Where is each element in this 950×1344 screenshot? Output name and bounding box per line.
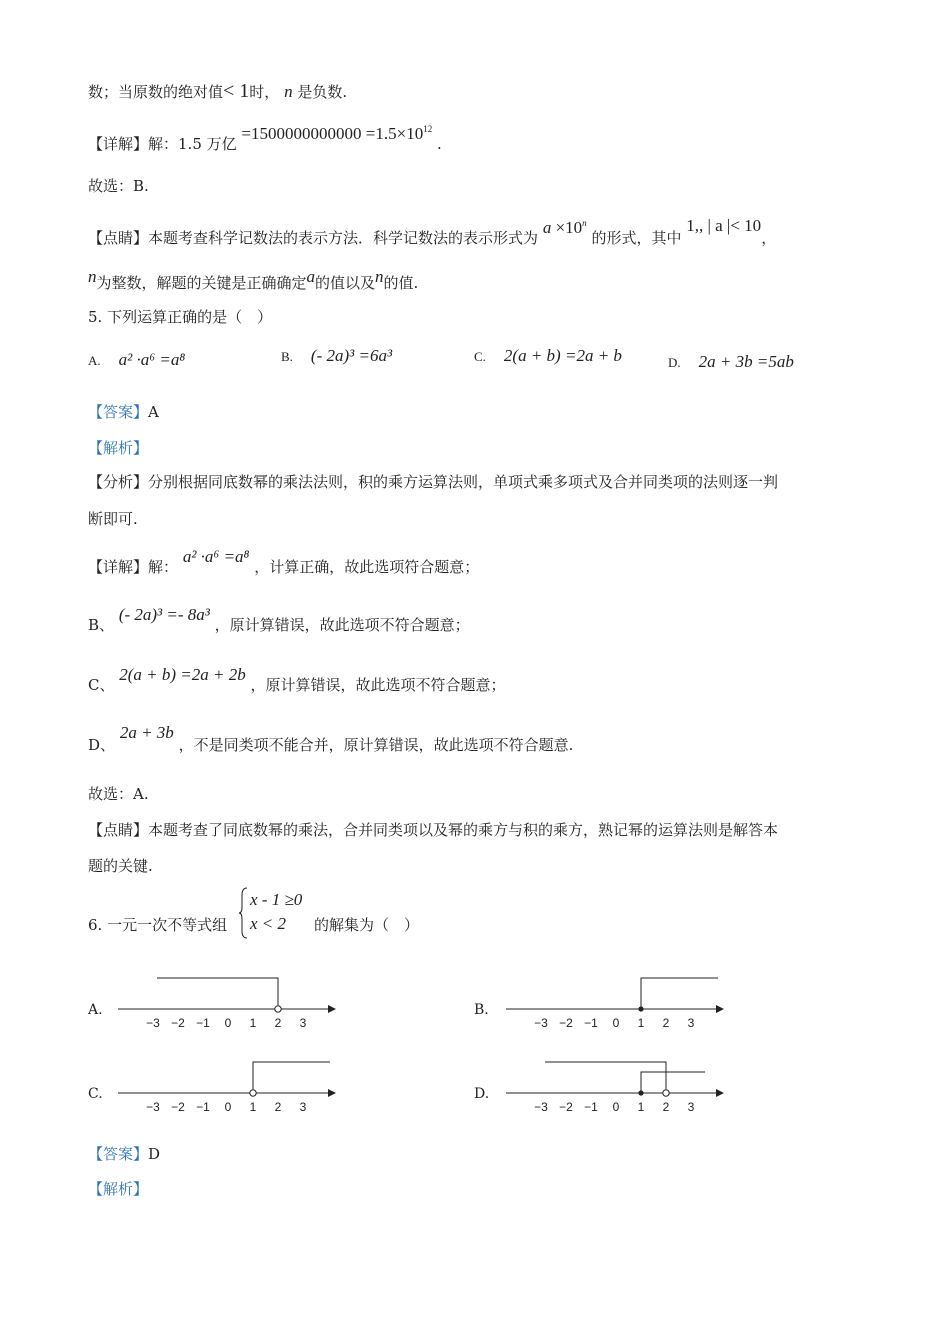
math-equation [241, 124, 432, 143]
math-expr: a² ·a⁶ =a⁸ [182, 547, 250, 566]
math-a: a [542, 218, 552, 237]
inequality-1: x - 1 ≥0 [250, 890, 303, 909]
text: C、 [88, 676, 115, 694]
math-n: n [375, 267, 384, 286]
detail-1 [88, 124, 442, 155]
option-expr: (- 2a)³ =6a³ [310, 346, 393, 365]
tick-label: 3 [299, 1016, 307, 1030]
tick-label: 0 [224, 1016, 232, 1030]
q5-fenxi [88, 471, 778, 493]
tick-label: 3 [299, 1100, 307, 1114]
text: 的形式，其中 [591, 229, 682, 247]
bracket-geq-1 [641, 1072, 705, 1093]
detail-label: 【详解】 [88, 558, 149, 576]
q5-detail-a [88, 547, 480, 578]
answer-label: 【答案】 [88, 403, 149, 421]
q6-title [88, 914, 227, 936]
q5-option-a [88, 350, 185, 370]
q5-option-b [281, 346, 392, 366]
tick-label: 1 [637, 1016, 645, 1030]
option-label: A. [88, 353, 101, 368]
text: 时， [249, 83, 280, 101]
math-n: n [284, 82, 293, 101]
tick-label: −3 [146, 1016, 160, 1030]
text: 本题考查科学记数法的表示方法．科学记数法的表示形式为 [148, 229, 539, 247]
inequality-2: x < 2 [250, 914, 287, 933]
tick-label: 2 [662, 1016, 670, 1030]
text: 本题考查了同底数幂的乘法，合并同类项以及幂的乘方与积的乘方，熟记幂的运算法则是解答本 [148, 821, 779, 839]
text: ，不是同类项不能合并，原计算错误，故此选项不符合题意. [178, 736, 574, 754]
tick-label: 3 [687, 1100, 695, 1114]
q6-answer [88, 1143, 160, 1165]
open-circle-2 [663, 1090, 669, 1096]
open-circle-2 [275, 1006, 281, 1012]
math-n: n [582, 218, 587, 228]
tick-label: −2 [559, 1016, 573, 1030]
math-expr: 2(a + b) =2a + 2b [119, 665, 246, 684]
q5-option-c [474, 346, 622, 366]
q5-detail-d [88, 723, 574, 756]
tick-label: −1 [196, 1100, 210, 1114]
arrow-icon [716, 1089, 724, 1097]
text: 是负数. [297, 83, 348, 101]
text: ，原计算错误，故此选项不符合题意； [214, 616, 470, 634]
exponent: 12 [423, 124, 433, 134]
text: . [436, 135, 442, 153]
tick-label: −1 [584, 1016, 598, 1030]
note-label: 【点睛】 [88, 229, 149, 247]
answer-label: 【答案】 [88, 1145, 149, 1163]
number-line-c [110, 1052, 340, 1118]
analysis-label: 【解析】 [88, 439, 149, 457]
math-n: n [88, 267, 97, 286]
note-1 [88, 216, 777, 249]
solution-bracket [641, 978, 718, 1009]
tick-label: 2 [274, 1100, 282, 1114]
text: D、 [88, 736, 116, 754]
answer-value: A [148, 403, 159, 421]
math-a: a [306, 267, 316, 286]
tick-label: −3 [534, 1100, 548, 1114]
tick-label: −3 [534, 1016, 548, 1030]
option-label: C. [474, 349, 486, 364]
text: 分别根据同底数幂的乘法法则，积的乘方运算法则，单项式乘多项式及合并同类项的法则逐一判 [148, 473, 779, 491]
q5-note [88, 819, 778, 841]
note-1b [88, 267, 419, 294]
option-expr: 2(a + b) =2a + b [503, 346, 622, 365]
q5-title: 5. 下列运算正确的是（ ） [88, 308, 273, 326]
option-expr: a² ·a⁶ =a⁸ [118, 350, 186, 369]
text: 数；当原数的绝对值 [88, 83, 224, 101]
q5-fenxi-cont: 断即可. [88, 510, 138, 528]
q6-option-b-label: B. [474, 1002, 489, 1018]
q6-title-end: 的解集为（ ） [314, 916, 420, 934]
tick-label: −1 [584, 1100, 598, 1114]
tick-labels [534, 1100, 695, 1114]
solution-bracket [157, 978, 278, 1005]
tick-label: 0 [224, 1100, 232, 1114]
tick-label: −3 [146, 1100, 160, 1114]
q5-note-cont: 题的关键. [88, 857, 153, 875]
tick-label: 0 [612, 1100, 620, 1114]
q6-option-a-label: A. [88, 1002, 103, 1018]
text: ，计算正确，故此选项符合题意； [254, 558, 480, 576]
number-line-b [498, 968, 728, 1034]
tick-label: 1 [249, 1100, 257, 1114]
q5-detail-c [88, 665, 506, 696]
arrow-icon [328, 1005, 336, 1013]
text: ，原计算错误，故此选项不符合题意； [250, 676, 506, 694]
text: 的值. [383, 274, 419, 292]
tick-label: 3 [687, 1016, 695, 1030]
text: ， [761, 229, 777, 247]
q5-detail-b [88, 605, 470, 636]
q5-choose: 故选：A. [88, 785, 149, 803]
solution-bracket [253, 1062, 330, 1089]
q5-answer [88, 401, 159, 423]
q6-analysis [88, 1178, 148, 1200]
tick-label: 0 [612, 1016, 620, 1030]
q5-analysis [88, 437, 148, 459]
solid-dot-1 [638, 1090, 643, 1095]
option-expr: 2a + 3b =5ab [698, 352, 794, 371]
tick-labels [146, 1100, 307, 1114]
arrow-icon [328, 1089, 336, 1097]
choose-1: 故选：B. [88, 177, 149, 195]
number-line-d [498, 1052, 728, 1118]
q5-option-d [668, 352, 794, 372]
q6-option-c-label: C. [88, 1086, 103, 1102]
tick-label: 2 [662, 1100, 670, 1114]
math-lt1: < 1 [223, 80, 250, 102]
text: 的值以及 [315, 274, 376, 292]
tick-label: 1 [637, 1100, 645, 1114]
detail-label: 【详解】 [88, 135, 149, 153]
math-expr: (- 2a)³ =- 8a³ [118, 605, 210, 624]
option-label: D. [668, 355, 681, 370]
math-sci [543, 218, 587, 237]
math-expr: 2a + 3b [119, 723, 174, 742]
q6-option-d-label: D. [474, 1086, 490, 1102]
tick-labels [146, 1016, 307, 1030]
tick-label: −2 [559, 1100, 573, 1114]
arrow-icon [716, 1005, 724, 1013]
tick-labels [534, 1016, 695, 1030]
text: 6. 一元一次不等式组 [88, 916, 228, 934]
analysis-label: 【解析】 [88, 1180, 149, 1198]
system-brace [238, 887, 248, 939]
text: 为整数，解题的关键是正确确定 [96, 274, 307, 292]
solid-dot-1 [638, 1006, 643, 1011]
math-range: 1,, | a |< 10 [686, 216, 762, 235]
eq-part: =1.5×10 [365, 124, 424, 143]
tick-label: 2 [274, 1016, 282, 1030]
fenxi-label: 【分析】 [88, 473, 149, 491]
open-circle-1 [250, 1090, 256, 1096]
prev-solution-tail [88, 80, 347, 103]
note-label: 【点睛】 [88, 821, 149, 839]
tick-label: −2 [171, 1100, 185, 1114]
number-line-a [110, 968, 340, 1034]
text: 解：1.5 万亿 [148, 135, 237, 153]
text: 解： [148, 558, 179, 576]
option-label: B. [281, 349, 293, 364]
inequality-system [250, 888, 302, 936]
text: B、 [88, 616, 115, 634]
tick-label: −1 [196, 1016, 210, 1030]
bracket-less-than-2 [545, 1062, 666, 1089]
eq-part: =1500000000000 [241, 124, 362, 143]
tick-label: 1 [249, 1016, 257, 1030]
math-x10: ×10 [555, 218, 583, 237]
answer-value: D [148, 1145, 161, 1163]
tick-label: −2 [171, 1016, 185, 1030]
